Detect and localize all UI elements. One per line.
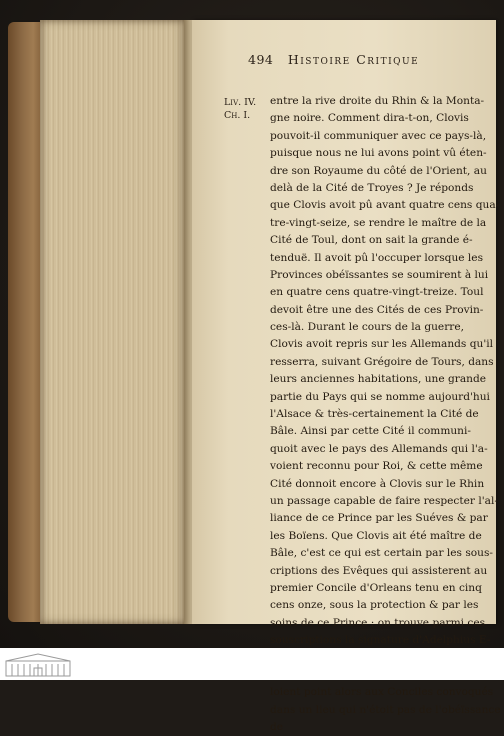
- text-line: dre son Royaume du côté de l'Orient, au: [270, 164, 487, 177]
- text-line: leurs anciennes habitations, une grande: [270, 373, 487, 386]
- book-page: [192, 20, 501, 734]
- body-text: [270, 93, 501, 736]
- page-header: [248, 52, 496, 68]
- margin-note-book: Liv. IV.: [224, 97, 257, 108]
- text-line: delà de la Cité de Troyes ? Je réponds: [270, 181, 474, 194]
- text-line: cens onze, sous la protection & par les: [270, 599, 479, 612]
- text-line: tenduë. Il avoit pû l'occuper lorsque les: [270, 251, 484, 264]
- text-line: pouvoit-il communiquer avec ce pays-là,: [270, 129, 487, 142]
- text-line: Bâle, c'est ce qui est certain par les sous-: [270, 547, 493, 560]
- running-title: Histoire Critique: [287, 52, 420, 67]
- text-line: Bâle. Ainsi par cette Cité il communi-: [270, 425, 471, 438]
- text-line: loient point alors aux Conciles convoqués: [270, 686, 494, 699]
- text-line: tre-vingt-seize, se rendre le maître de la: [270, 216, 487, 229]
- library-building-icon: [4, 652, 72, 678]
- text-line: ces-là. Durant le cours de la guerre,: [270, 321, 464, 334]
- text-line: soins de ce Prince ; on trouve parmi ces: [270, 616, 486, 629]
- text-line: Cité de Toul, dont on sait la grande é-: [270, 234, 473, 247]
- text-line: partie du Pays qui se nomme aujourd'hui: [270, 390, 490, 403]
- text-line: souscriptions la signature d'Adelphius E-: [270, 634, 491, 647]
- page-edges: [40, 20, 188, 624]
- text-line: criptions des Evêques qui assisterent au: [270, 564, 488, 577]
- text-line: puisque nous ne lui avons point vû éten-: [270, 147, 487, 160]
- text-line: resserra, suivant Grégoire de Tours, dans: [270, 355, 494, 368]
- text-line: gne noire. Comment dira-t-on, Clovis: [270, 112, 469, 125]
- margin-note-chapter: Ch. I.: [224, 110, 251, 121]
- text-line: de: [270, 721, 284, 734]
- page-number: 494: [248, 52, 274, 67]
- book-cover-edge: [8, 22, 44, 622]
- text-line: un passage capable de faire respecter l'al-: [270, 494, 498, 507]
- text-line: devoit être une des Cités de ces Provin-: [270, 303, 484, 316]
- margin-note: [224, 96, 268, 122]
- text-line: en quatre cens quatre-vingt-treize. Toul: [270, 286, 484, 299]
- text-line: Cité donnoit encore à Clovis sur le Rhin: [270, 477, 485, 490]
- text-line: quoit avec le pays des Allemands qui l'a-: [270, 442, 488, 455]
- text-line: dans un lieu qui n'étoit pas de l'obéïssance: [270, 703, 501, 716]
- text-line: les Boïens. Que Clovis ait été maître de: [270, 529, 482, 542]
- text-line: entre la rive droite du Rhin & la Monta-: [270, 95, 485, 107]
- text-line: premier Concile d'Orleans tenu en cinq: [270, 581, 482, 594]
- text-line: Clovis avoit repris sur les Allemands qu'il: [270, 338, 494, 351]
- text-line: que Clovis avoit pû avant quatre cens qua-: [270, 199, 500, 212]
- text-line: liance de ce Prince par les Suéves & par: [270, 512, 488, 525]
- text-line: l'Alsace & très-certainement la Cité de: [270, 408, 479, 421]
- text-line: Provinces obéïssantes se soumirent à lui: [270, 268, 489, 281]
- text-line: voient reconnu pour Roi, & cette même: [270, 460, 483, 473]
- footer-bar: [0, 648, 504, 680]
